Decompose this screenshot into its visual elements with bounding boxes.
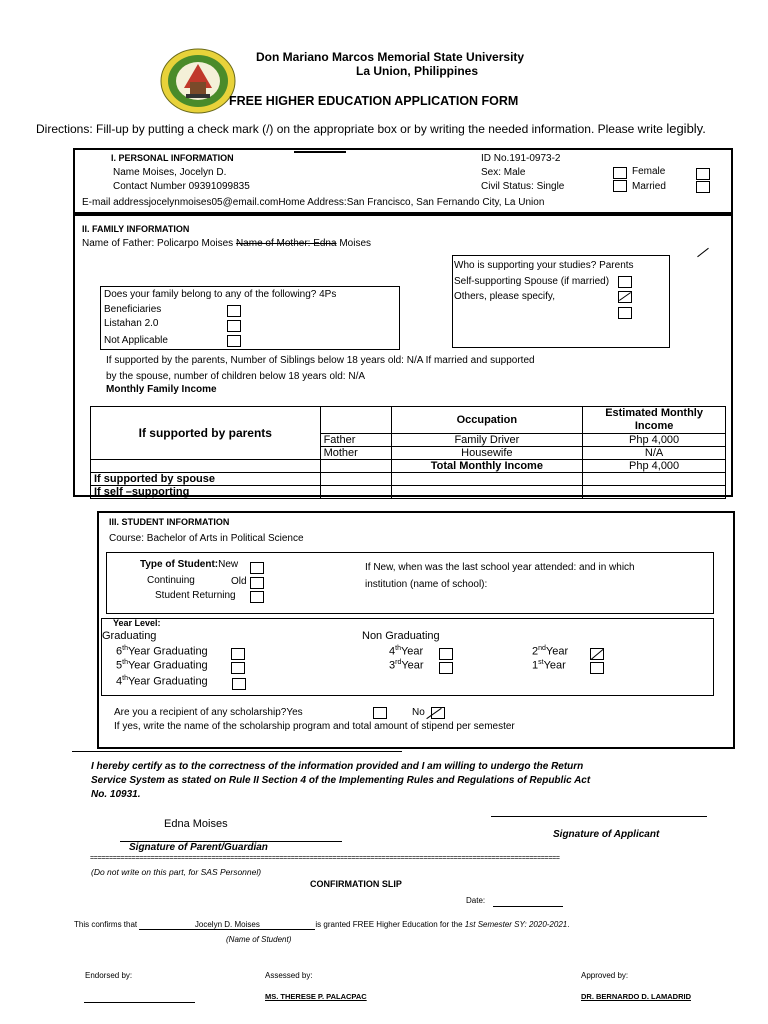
type-label bbox=[140, 559, 238, 570]
total-income: Php 4,000 bbox=[583, 460, 726, 473]
applicant-signature-line bbox=[491, 816, 707, 817]
col-income: Estimated Monthly Income bbox=[583, 407, 726, 434]
last-school-line1: If New, when was the last school year attended: and in which bbox=[365, 562, 635, 573]
married-label: Married bbox=[632, 181, 666, 192]
confirmation-title: CONFIRMATION SLIP bbox=[310, 879, 402, 889]
ng-2-sup: nd bbox=[538, 645, 546, 652]
ng-3-num: 3 bbox=[389, 659, 396, 672]
semester: 1st Semester SY: 2020-2021 bbox=[464, 920, 568, 929]
endorsed-signature-line bbox=[84, 1002, 195, 1003]
grad-6-sup: th bbox=[122, 645, 128, 652]
grad-5th-year bbox=[116, 659, 208, 672]
belong-option-not-applicable: Not Applicable bbox=[104, 335, 168, 346]
checkbox-grad-4th[interactable] bbox=[232, 678, 246, 690]
spouse-blank-3 bbox=[583, 473, 726, 486]
university-name: Don Mariano Marcos Memorial State University bbox=[256, 50, 525, 64]
student-info-heading: III. STUDENT INFORMATION bbox=[109, 517, 230, 527]
statement-period: . bbox=[567, 920, 570, 929]
checkbox-listahan[interactable] bbox=[227, 320, 241, 332]
checkbox-male[interactable] bbox=[613, 167, 627, 179]
approved-by-label: Approved by: bbox=[581, 971, 629, 980]
siblings-text: If supported by the parents, Number of Siblings below 18 years old: N/A If married and supported bbox=[106, 355, 535, 366]
grad-5-sup: th bbox=[122, 659, 128, 666]
civil-status: Civil Status: Single bbox=[481, 181, 565, 192]
checkbox-female[interactable] bbox=[696, 168, 710, 180]
student-name-field bbox=[139, 920, 315, 930]
row-self-label: If self –supporting bbox=[91, 486, 321, 499]
mother-name-label: Name of Mother: Edna bbox=[235, 238, 337, 249]
type-returning: Student Returning bbox=[155, 590, 236, 601]
self-blank-1 bbox=[320, 486, 391, 499]
parents-names bbox=[82, 238, 371, 249]
income-heading: Monthly Family Income bbox=[106, 384, 217, 395]
separator-line: ============================================================================================================================ bbox=[90, 855, 560, 862]
name-of-student-caption: (Name of Student) bbox=[226, 935, 292, 944]
last-school-line2: institution (name of school): bbox=[365, 579, 488, 590]
ng-1-num: 1 bbox=[532, 659, 539, 672]
non-graduating-label: Non Graduating bbox=[362, 630, 440, 642]
date-line bbox=[493, 906, 563, 907]
mother-occupation: Housewife bbox=[391, 447, 583, 460]
confirms-statement bbox=[74, 920, 569, 930]
income-table bbox=[90, 406, 726, 499]
personal-info-heading: I. PERSONAL INFORMATION bbox=[111, 153, 234, 163]
self-blank-2 bbox=[391, 486, 583, 499]
children-text: by the spouse, number of children below 18 years old: N/A bbox=[106, 371, 366, 382]
type-old: Old bbox=[231, 576, 247, 587]
mother-label: Mother bbox=[320, 447, 391, 460]
contact-number: Contact Number 09391099835 bbox=[113, 181, 250, 192]
ng-1-text: Year bbox=[543, 659, 566, 672]
nongrad-4th-year bbox=[389, 645, 423, 658]
type-label-text: Type of Student: bbox=[140, 559, 219, 570]
col-occupation: Occupation bbox=[391, 407, 583, 434]
ng-4-text: Year bbox=[400, 645, 424, 658]
graduating-label: Graduating bbox=[102, 630, 157, 642]
directions-legibly: legibly. bbox=[666, 121, 706, 136]
checkbox-nongrad-1st[interactable] bbox=[590, 662, 604, 674]
ng-4-num: 4 bbox=[389, 645, 396, 658]
applicant-signature-label: Signature of Applicant bbox=[553, 829, 660, 840]
assessed-by-label: Assessed by: bbox=[265, 971, 313, 980]
checkbox-returning[interactable] bbox=[250, 591, 264, 603]
guardian-signature-label: Signature of Parent/Guardian bbox=[129, 842, 268, 853]
header-blank bbox=[320, 407, 391, 434]
checkbox-parents[interactable] bbox=[618, 276, 632, 288]
father-name: Name of Father: Policarpo Moises bbox=[82, 238, 234, 249]
student-name: Jocelyn D. Moises bbox=[194, 920, 260, 929]
checkbox-beneficiaries[interactable] bbox=[227, 305, 241, 317]
ng-4-sup: th bbox=[395, 645, 401, 652]
assessor-name: MS. THERESE P. PALACPAC bbox=[265, 992, 367, 1001]
support-option-others: Others, please specify, bbox=[454, 291, 555, 302]
grad-4-text: Year Graduating bbox=[127, 675, 208, 688]
support-option-self-spouse: Self-supporting Spouse (if married) bbox=[454, 276, 610, 287]
confirms-prefix: This confirms that bbox=[74, 920, 138, 929]
grad-4th-year bbox=[116, 675, 208, 688]
ng-3-sup: rd bbox=[395, 659, 402, 666]
checkbox-grad-5th[interactable] bbox=[231, 662, 245, 674]
belong-option-beneficiaries: Beneficiaries bbox=[104, 304, 162, 315]
total-label: Total Monthly Income bbox=[391, 460, 583, 473]
nongrad-3rd-year bbox=[389, 659, 424, 672]
checkbox-scholarship-yes[interactable] bbox=[373, 707, 387, 719]
university-seal bbox=[160, 48, 236, 114]
ng-2-text: Year bbox=[545, 645, 569, 658]
mother-income: N/A bbox=[583, 447, 726, 460]
self-blank-3 bbox=[583, 486, 726, 499]
certification-line3: No. 10931. bbox=[91, 789, 141, 800]
guardian-name: Edna Moises bbox=[164, 818, 228, 830]
row-parents-label: If supported by parents bbox=[91, 407, 321, 460]
directions-text: Directions: Fill-up by putting a check mark (/) on the appropriate box or by writing the needed information. Please write bbox=[36, 122, 663, 136]
scholarship-detail: If yes, write the name of the scholarship program and total amount of stipend per semester bbox=[114, 721, 515, 732]
nongrad-2nd-year bbox=[532, 645, 568, 658]
approver-name: DR. BERNARDO D. LAMADRID bbox=[581, 992, 691, 1001]
grad-5-num: 5 bbox=[116, 659, 123, 672]
sex: Sex: Male bbox=[481, 167, 526, 178]
confirms-mid: is granted FREE Higher Education for the bbox=[315, 920, 463, 929]
certification-line1: I hereby certify as to the correctness of the information provided and I am willing to undergo the Return bbox=[91, 761, 584, 772]
form-title: FREE HIGHER EDUCATION APPLICATION FORM bbox=[229, 94, 519, 108]
certification-line2: Service System as stated on Rule II Section 4 of the Implementing Rules and Regulations of Republic Act bbox=[91, 775, 591, 786]
scholarship-question: Are you a recipient of any scholarship?Yes bbox=[114, 707, 303, 718]
spouse-blank-2 bbox=[391, 473, 583, 486]
section-divider bbox=[72, 751, 402, 752]
date-label: Date: bbox=[466, 896, 486, 905]
father-occupation: Family Driver bbox=[391, 434, 583, 447]
checkbox-others[interactable] bbox=[618, 307, 632, 319]
father-income: Php 4,000 bbox=[583, 434, 726, 447]
grad-6-text: Year Graduating bbox=[127, 645, 208, 658]
total-blank-1 bbox=[91, 460, 321, 473]
checkbox-continuing[interactable] bbox=[250, 577, 264, 589]
checkbox-single[interactable] bbox=[613, 180, 627, 192]
checkbox-not-applicable[interactable] bbox=[227, 335, 241, 347]
type-new-text: New bbox=[218, 559, 239, 570]
support-question: Who is supporting your studies? Parents bbox=[454, 260, 634, 271]
sas-note: (Do not write on this part, for SAS Personnel) bbox=[91, 867, 262, 877]
ng-1-sup: st bbox=[538, 659, 544, 666]
grad-6-num: 6 bbox=[116, 645, 123, 658]
university-location: La Union, Philippines bbox=[356, 64, 479, 78]
mother-surname: Moises bbox=[339, 238, 372, 249]
spouse-blank-1 bbox=[320, 473, 391, 486]
grad-6th-year bbox=[116, 645, 208, 658]
total-blank-2 bbox=[320, 460, 391, 473]
nongrad-1st-year bbox=[532, 659, 566, 672]
scholarship-no-label: No bbox=[412, 707, 425, 718]
checkbox-grad-6th[interactable] bbox=[231, 648, 245, 660]
directions bbox=[36, 121, 706, 136]
family-info-heading: II. FAMILY INFORMATION bbox=[82, 224, 190, 234]
course: Course: Bachelor of Arts in Political Science bbox=[109, 533, 304, 544]
belong-option-listahan: Listahan 2.0 bbox=[104, 318, 159, 329]
applicant-name: Name Moises, Jocelyn D. bbox=[113, 167, 227, 178]
father-label: Father bbox=[320, 434, 391, 447]
ng-3-text: Year bbox=[401, 659, 424, 672]
id-number: ID No.191-0973-2 bbox=[481, 153, 561, 164]
email-home-address: E-mail addressjocelynmoises05@email.comHome Address:San Francisco, San Fernando City, La Union bbox=[82, 197, 545, 208]
belong-question: Does your family belong to any of the following? 4Ps bbox=[104, 289, 337, 300]
checkbox-nongrad-4th[interactable] bbox=[439, 648, 453, 660]
checkbox-nongrad-3rd[interactable] bbox=[439, 662, 453, 674]
grad-4-num: 4 bbox=[116, 675, 123, 688]
grad-4-sup: th bbox=[122, 675, 128, 682]
row-spouse-label: If supported by spouse bbox=[91, 473, 321, 486]
type-continuing: Continuing bbox=[147, 575, 195, 586]
endorsed-by-label: Endorsed by: bbox=[85, 971, 133, 980]
grad-5-text: Year Graduating bbox=[127, 659, 208, 672]
female-label: Female bbox=[632, 166, 666, 177]
checkbox-married[interactable] bbox=[696, 181, 710, 193]
checkbox-new[interactable] bbox=[250, 562, 264, 574]
year-level-label: Year Level: bbox=[113, 618, 161, 628]
ng-2-num: 2 bbox=[532, 645, 539, 658]
